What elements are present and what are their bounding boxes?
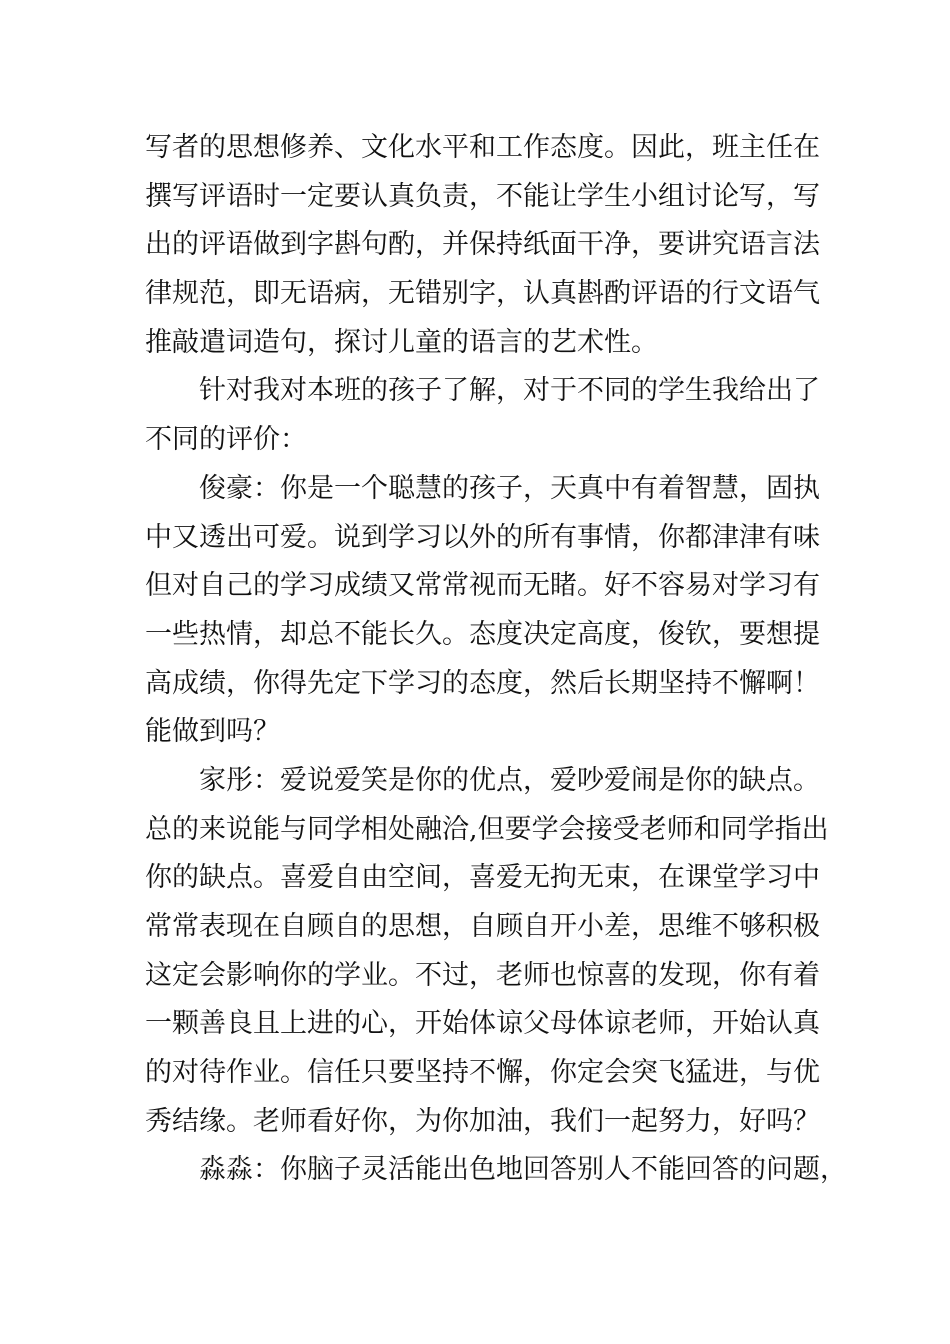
text-line-20: 的对待作业。信任只要坚持不懈，你定会突飞猛进，与优 — [145, 1057, 820, 1089]
text-line-11: 一些热情，却总不能长久。态度决定高度，俊钦，要想提 — [145, 618, 820, 650]
text-line-12: 高成绩，你得先定下学习的态度，然后长期坚持不懈啊！ — [145, 667, 820, 699]
text-line-10: 但对自己的学习成绩又常常视而无睹。好不容易对学习有 — [145, 570, 820, 602]
document-body — [145, 124, 847, 1195]
text-line-3: 出的评语做到字斟句酌，并保持纸面干净，要讲究语言法 — [145, 229, 820, 261]
text-line-2: 撰写评语时一定要认真负责，不能让学生小组讨论写，写 — [145, 180, 820, 212]
text-line-1: 写者的思想修养、文化水平和工作态度。因此，班主任在 — [145, 132, 820, 163]
text-line-8: 俊豪：你是一个聪慧的孩子，天真中有着智慧，固执 — [199, 472, 820, 504]
text-line-5: 推敲遣词造句，探讨儿童的语言的艺术性。 — [145, 326, 658, 358]
text-line-21: 秀结缘。老师看好你，为你加油，我们一起努力，好吗？ — [145, 1105, 820, 1137]
text-line-6: 针对我对本班的孩子了解，对于不同的学生我给出了 — [199, 375, 820, 407]
text-line-9: 中又透出可爱。说到学习以外的所有事情，你都津津有味 — [145, 521, 820, 553]
text-line-16: 你的缺点。喜爱自由空间，喜爱无拘无束，在课堂学习中 — [145, 862, 820, 894]
text-line-14: 家彤：爱说爱笑是你的优点，爱吵爱闹是你的缺点。 — [199, 764, 820, 796]
text-line-22: 淼淼：你脑子灵活能出色地回答别人不能回答的问题， — [199, 1154, 847, 1186]
text-line-17: 常常表现在自顾自的思想，自顾自开小差，思维不够积极 — [145, 911, 820, 942]
text-line-15: 总的来说能与同学相处融洽,但要学会接受老师和同学指出 — [145, 813, 829, 845]
text-line-7: 不同的评价： — [145, 424, 307, 456]
text-line-4: 律规范，即无语病，无错别字，认真斟酌评语的行文语气 — [145, 278, 820, 310]
text-line-18: 这定会影响你的学业。不过，老师也惊喜的发现，你有着 — [145, 959, 820, 991]
text-line-13: 能做到吗？ — [145, 716, 280, 748]
text-line-19: 一颗善良且上进的心，开始体谅父母体谅老师，开始认真 — [145, 1008, 820, 1040]
